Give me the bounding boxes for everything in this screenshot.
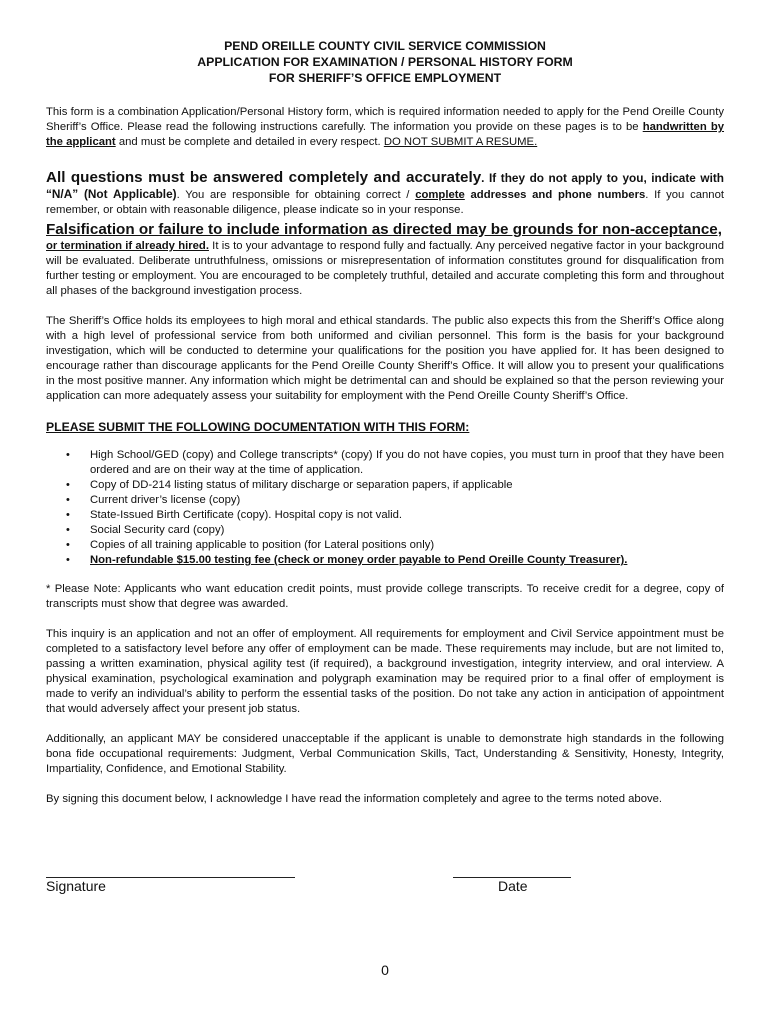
- documentation-list: [46, 448, 724, 568]
- title-line-3: FOR SHERIFF’S OFFICE EMPLOYMENT: [268, 71, 502, 85]
- bullet-icon: •: [66, 509, 70, 521]
- list-item: [66, 538, 724, 553]
- bullet-icon: •: [66, 554, 70, 566]
- requirements-paragraph: Additionally, an applicant MAY be considered unacceptable if the applicant is unable to demonstrate high standards in the following bona fide occupational requirements: Judgment, Verbal Communication Skills, Tact, Understanding & Sensitivity, Honesty, Integrity, Impartiality, Confidence, and Emotional Stability.: [46, 733, 724, 775]
- testing-fee-item: Non-refundable $15.00 testing fee (check or money order payable to Pend Oreille County Treasurer).: [90, 554, 628, 566]
- list-item: [66, 478, 724, 493]
- date-label: Date: [498, 878, 528, 894]
- page-number: 0: [381, 962, 389, 978]
- list-item-text: Copies of all training applicable to position (for Lateral positions only): [90, 539, 435, 551]
- questions-text-1: . You are responsible for obtaining correct /: [176, 189, 416, 201]
- list-item-text: High School/GED (copy) and College transcripts* (copy) If you do not have copies, you must turn in proof that they have been ordered and are on their way at the time of application.: [90, 449, 724, 476]
- bullet-icon: •: [66, 494, 70, 506]
- list-item: [66, 493, 724, 508]
- questions-paragraph: [46, 170, 724, 218]
- intro-text-2: and must be complete and detailed in every respect.: [115, 136, 384, 148]
- form-title: [46, 38, 724, 86]
- list-item-text: Copy of DD-214 listing status of military discharge or separation papers, if applicable: [90, 479, 513, 491]
- bullet-icon: •: [66, 539, 70, 551]
- title-line-1: PEND OREILLE COUNTY CIVIL SERVICE COMMISSION: [224, 39, 546, 53]
- standards-paragraph: The Sheriff’s Office holds its employees to high moral and ethical standards. The public also expects this from the Sheriff’s Office along with a high level of professional service from both uniformed and civilian personnel. This form is the basis for your background investigation, which will be conducted to determine your qualifications for the position you have applied for. It has been designed to encourage rather than discourage applicants for the Pend Oreille County Sheriff’s Office. It will allow you to present your qualifications in the most positive manner. Any information which might be detrimental can and should be explained so that the person reviewing your application can more adequately assess your suitability for employment with the Pend Oreille County Sheriff’s Office.: [46, 315, 724, 402]
- falsification-paragraph: [46, 221, 724, 299]
- falsification-lead: Falsification or failure to include information as directed may be grounds for non-acceptance,: [46, 221, 722, 238]
- application-form-page: [46, 38, 724, 807]
- intro-paragraph: [46, 105, 724, 150]
- signature-label: Signature: [46, 878, 106, 894]
- bullet-icon: •: [66, 449, 70, 461]
- complete-emphasis: complete: [415, 189, 465, 201]
- list-item: [66, 553, 724, 568]
- title-line-2: APPLICATION FOR EXAMINATION / PERSONAL HISTORY FORM: [197, 55, 573, 69]
- falsification-text: It is to your advantage to respond fully and factually. Any perceived negative factor in your background will be evaluated. Deliberate untruthfulness, omissions or misrepresentation of information constitutes ground for disqualification from further testing or employment. You are encouraged to be completely truthful, detailed and accurate completing this form and throughout all phases of the background investigation process.: [46, 240, 724, 297]
- list-item: [66, 523, 724, 538]
- questions-lead: All questions must be answered completely and accurately: [46, 169, 482, 186]
- list-item: [66, 448, 724, 478]
- termination-warning: or termination if already hired.: [46, 240, 209, 252]
- addresses-emphasis: addresses and phone numbers: [464, 189, 646, 201]
- bullet-icon: •: [66, 479, 70, 491]
- questions-text-2: . If you cannot remember, or obtain with reasonable diligence, please indicate so in your response.: [46, 189, 724, 216]
- na-instruction: . If they do not apply to you, indicate with “N/A” (Not Applicable): [46, 171, 725, 201]
- bullet-icon: •: [66, 524, 70, 536]
- acknowledgement-paragraph: By signing this document below, I acknowledge I have read the information completely and agree to the terms noted above.: [46, 793, 663, 805]
- transcripts-note: * Please Note: Applicants who want education credit points, must provide college transcripts. To receive credit for a degree, copy of transcripts must show that degree was awarded.: [46, 583, 724, 610]
- list-item: [66, 508, 724, 523]
- documentation-heading: PLEASE SUBMIT THE FOLLOWING DOCUMENTATION WITH THIS FORM:: [46, 420, 470, 434]
- list-item-text: State-Issued Birth Certificate (copy). Hospital copy is not valid.: [90, 509, 403, 521]
- inquiry-paragraph: This inquiry is an application and not an offer of employment. All requirements for employment and Civil Service appointment must be completed to a satisfactory level before any offer of employment can be made. These requirements may include, but are not limited to, passing a written examination, physical agility test (if required), a background investigation, integrity interview, and oral interview. A physical examination, psychological examination and polygraph examination may be required prior to a final offer of employment is made to verify an individual’s ability to perform the essential tasks of the position. Do not take any action in anticipation of appointment that would adversely affect your present job status.: [46, 628, 724, 715]
- list-item-text: Current driver’s license (copy): [90, 494, 241, 506]
- list-item-text: Social Security card (copy): [90, 524, 225, 536]
- intro-text-1: This form is a combination Application/Personal History form, which is required information needed to apply for the Pend Oreille County Sheriff’s Office. Please read the following instructions carefully. The information you provide on these pages is to be: [46, 106, 724, 133]
- no-resume-notice: DO NOT SUBMIT A RESUME.: [383, 136, 538, 148]
- handwritten-emphasis: handwritten by the applicant: [46, 121, 725, 148]
